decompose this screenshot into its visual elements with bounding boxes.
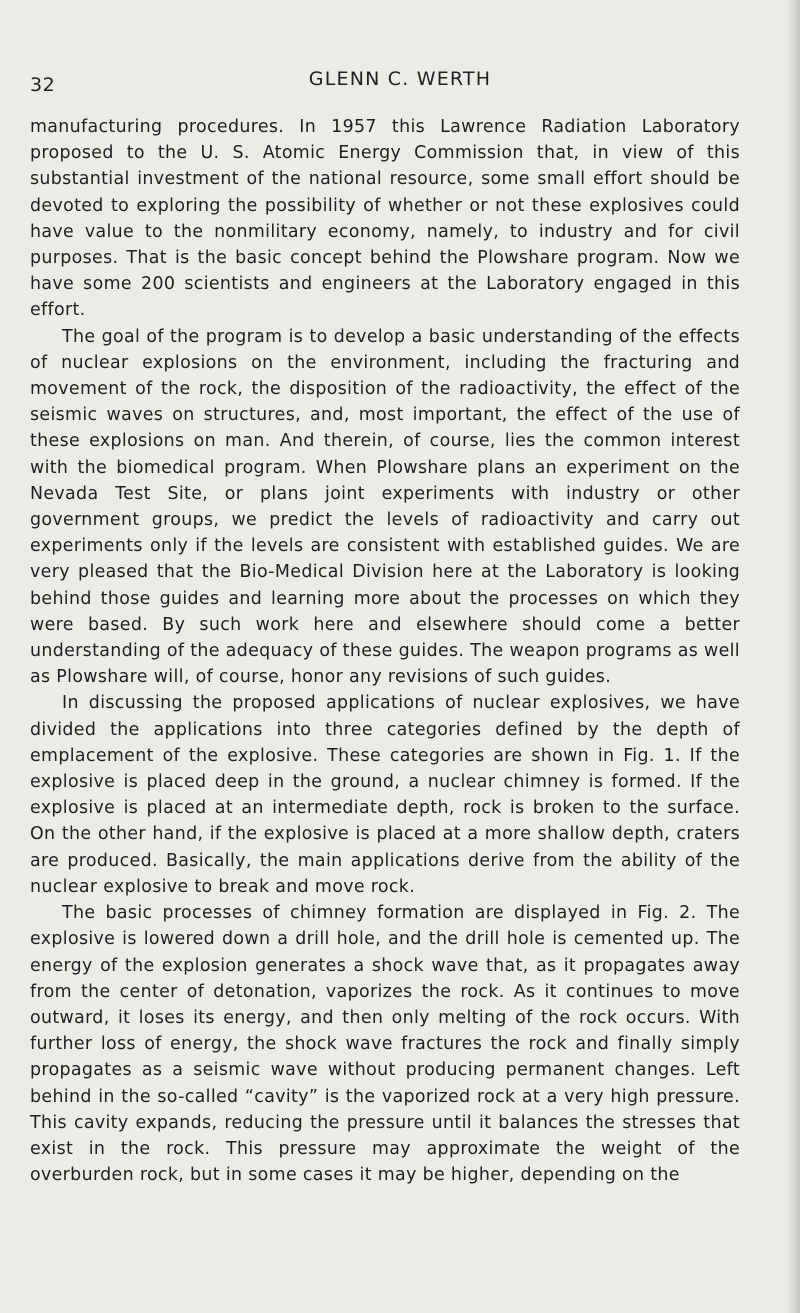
paragraph-1: manufacturing procedures. In 1957 this Lawrence Radiation Laboratory proposed to the U. S. Atomic Energy Commission that, in view of this substantial investment of the national resource, some small effort should be devoted to exploring the possibility of whether or not these explosives could have value to the nonmilitary economy, namely, to industry and for civil purposes. That is the basic concept behind the Plowshare program. Now we have some 200 scientists and engineers at the Laboratory engaged in this effort. [30,117,740,321]
body-text [30,114,740,1188]
paragraph-2: The goal of the program is to develop a basic understanding of the effects of nuclear explosions on the environment, including the fracturing and movement of the rock, the disposition of the radioactivity, the effect of the seismic waves on structures, and, most important, the effect of the use of these explosions on man. And therein, of course, lies the common interest with the biomedical program. When Plowshare plans an experiment on the Nevada Test Site, or plans joint experiments with industry or other government groups, we predict the levels of radioactivity and carry out experiments only if the levels are consistent with established guides. We are very pleased that the Bio-Medical Division here at the Laboratory is looking behind those guides and learning more about the processes on which they were based. By such work here and elsewhere should come a better understanding of the adequacy of these guides. The weapon programs as well as Plowshare will, of course, honor any revisions of such guides. [30,326,740,688]
paragraph-3: In discussing the proposed applications of nuclear explosives, we have divided the applications into three categories defined by the depth of emplacement of the explosive. These categories are shown in Fig. 1. If the explosive is placed deep in the ground, a nuclear chimney is formed. If the explosive is placed at an intermediate depth, rock is broken to the surface. On the other hand, if the explosive is placed at a more shallow depth, craters are produced. Basically, the main applications derive from the ability of the nuclear explosive to break and move rock. [30,693,740,897]
paragraph-4: The basic processes of chimney formation are displayed in Fig. 2. The explosive is lowered down a drill hole, and the drill hole is cemented up. The energy of the explosion generates a shock wave that, as it propagates away from the center of detonation, vaporizes the rock. As it continues to move outward, it loses its energy, and then only melting of the rock occurs. With further loss of energy, the shock wave fractures the rock and finally simply propagates as a seismic wave without producing permanent changes. Left behind in the so-called “cavity” is the vaporized rock at a very high pressure. This cavity expands, reducing the pressure until it balances the stresses that exist in the rock. This pressure may approximate the weight of the overburden rock, but in some cases it may be higher, depending on the [30,903,740,1186]
running-head-author: GLENN C. WERTH [308,68,492,90]
page-number: 32 [30,74,56,96]
page-edge-shadow [786,0,800,1313]
